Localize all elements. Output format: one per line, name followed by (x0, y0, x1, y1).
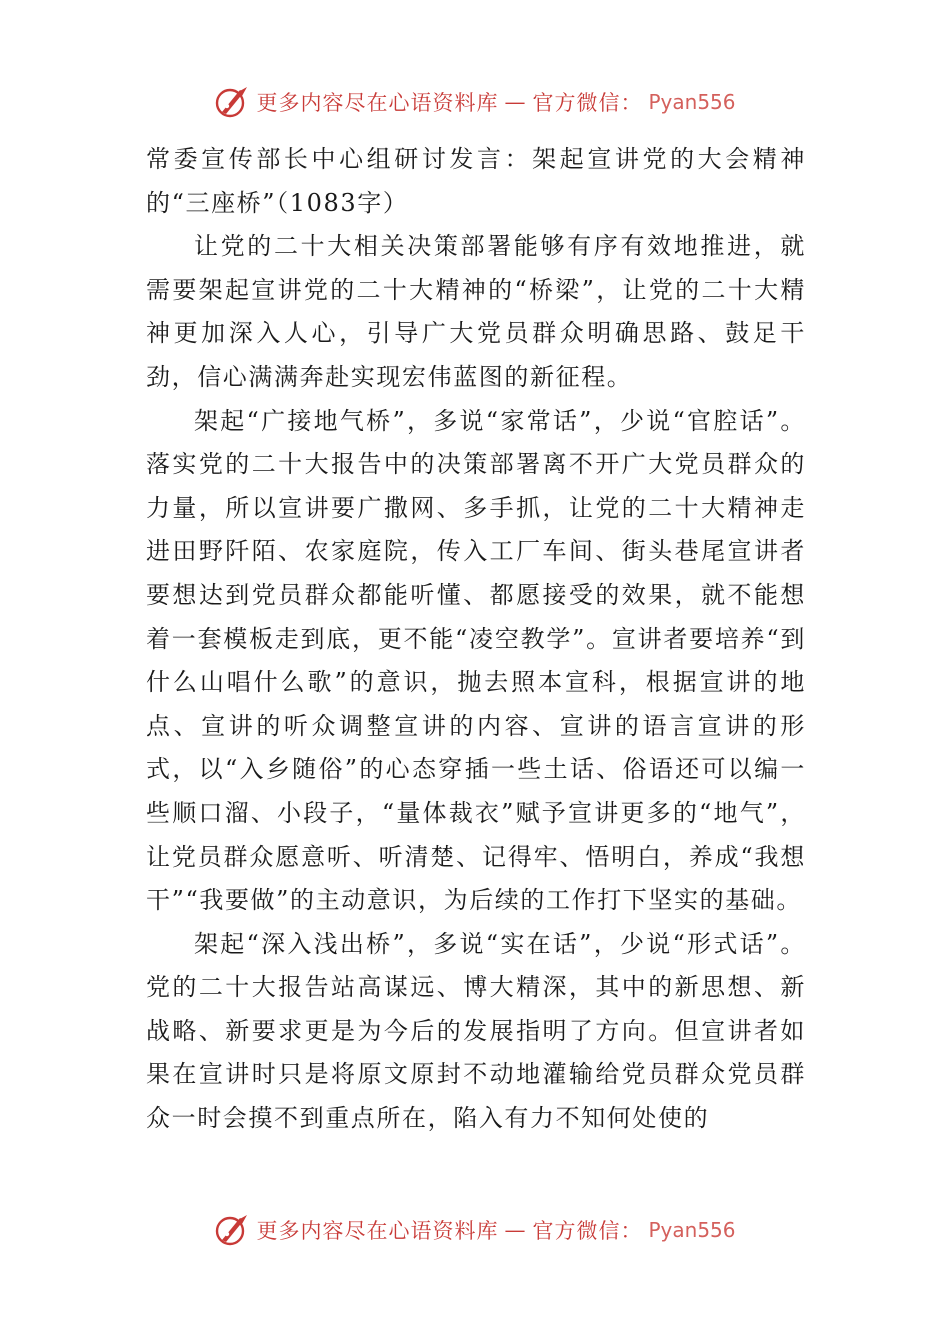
paragraph-intro: 让党的二十大相关决策部署能够有序有效地推进，就需要架起宣讲党的二十大精神的“桥梁”，让党的二十大精神更加深入人心，引导广大党员群众明确思路、鼓足干劲，信心满满奔赴实现宏伟蓝图的新征程。 (146, 232, 806, 391)
footer-wechat-id: Pyan556 (648, 1218, 736, 1242)
paragraph-bridge-two: 架起“深入浅出桥”，多说“实在话”，少说“形式话”。党的二十大报告站高谋远、博大精深，其中的新思想、新战略、新要求更是为今后的发展指明了方向。但宣讲者如果在宣讲时只是将原文原封不动地灌输给党员群众党员群众一时会摸不到重点所在，陷入有力不知何处使的 (146, 929, 806, 1133)
paragraph-bridge-one: 架起“广接地气桥”，多说“家常话”，少说“官腔话”。落实党的二十大报告中的决策部署离不开广大党员群众的力量，所以宣讲要广撒网、多手抓，让党的二十大精神走进田野阡陌、农家庭院，传入工厂车间、街头巷尾宣讲者要想达到党员群众都能听懂、都愿接受的效果，就不能想着一套模板走到底，更不能“凌空教学”。宣讲者要培养“到什么山唱什么歌”的意识，抛去照本宣科，根据宣讲的地点、宣讲的听众调整宣讲的内容、宣讲的语言宣讲的形式，以“入乡随俗”的心态穿插一些土话、俗语还可以编一些顺口溜、小段子，“量体裁衣”赋予宣讲更多的“地气”，让党员群众愿意听、听清楚、记得牢、悟明白，养成“我想干”“我要做”的主动意识，为后续的工作打下坚实的基础。 (146, 406, 806, 915)
header-wechat-label: 官方微信： (532, 91, 643, 115)
footer-slogan: 更多内容尽在心语资料库 (256, 1219, 499, 1243)
header-wechat-id: Pyan556 (648, 90, 736, 114)
footer-wechat-label: 官方微信： (532, 1219, 643, 1243)
document-title: 常委宣传部长中心组研讨发言：架起宣讲党的大会精神的“三座桥”（1083字） (146, 145, 806, 217)
header-slogan: 更多内容尽在心语资料库 (256, 91, 499, 115)
quill-pen-circle-icon (214, 84, 250, 120)
quill-pen-circle-icon (214, 1212, 250, 1248)
header-dash: — (504, 90, 527, 114)
footer-dash: — (504, 1218, 527, 1242)
document-body (146, 138, 806, 1141)
header-banner (0, 80, 950, 124)
footer-banner (0, 1208, 950, 1252)
